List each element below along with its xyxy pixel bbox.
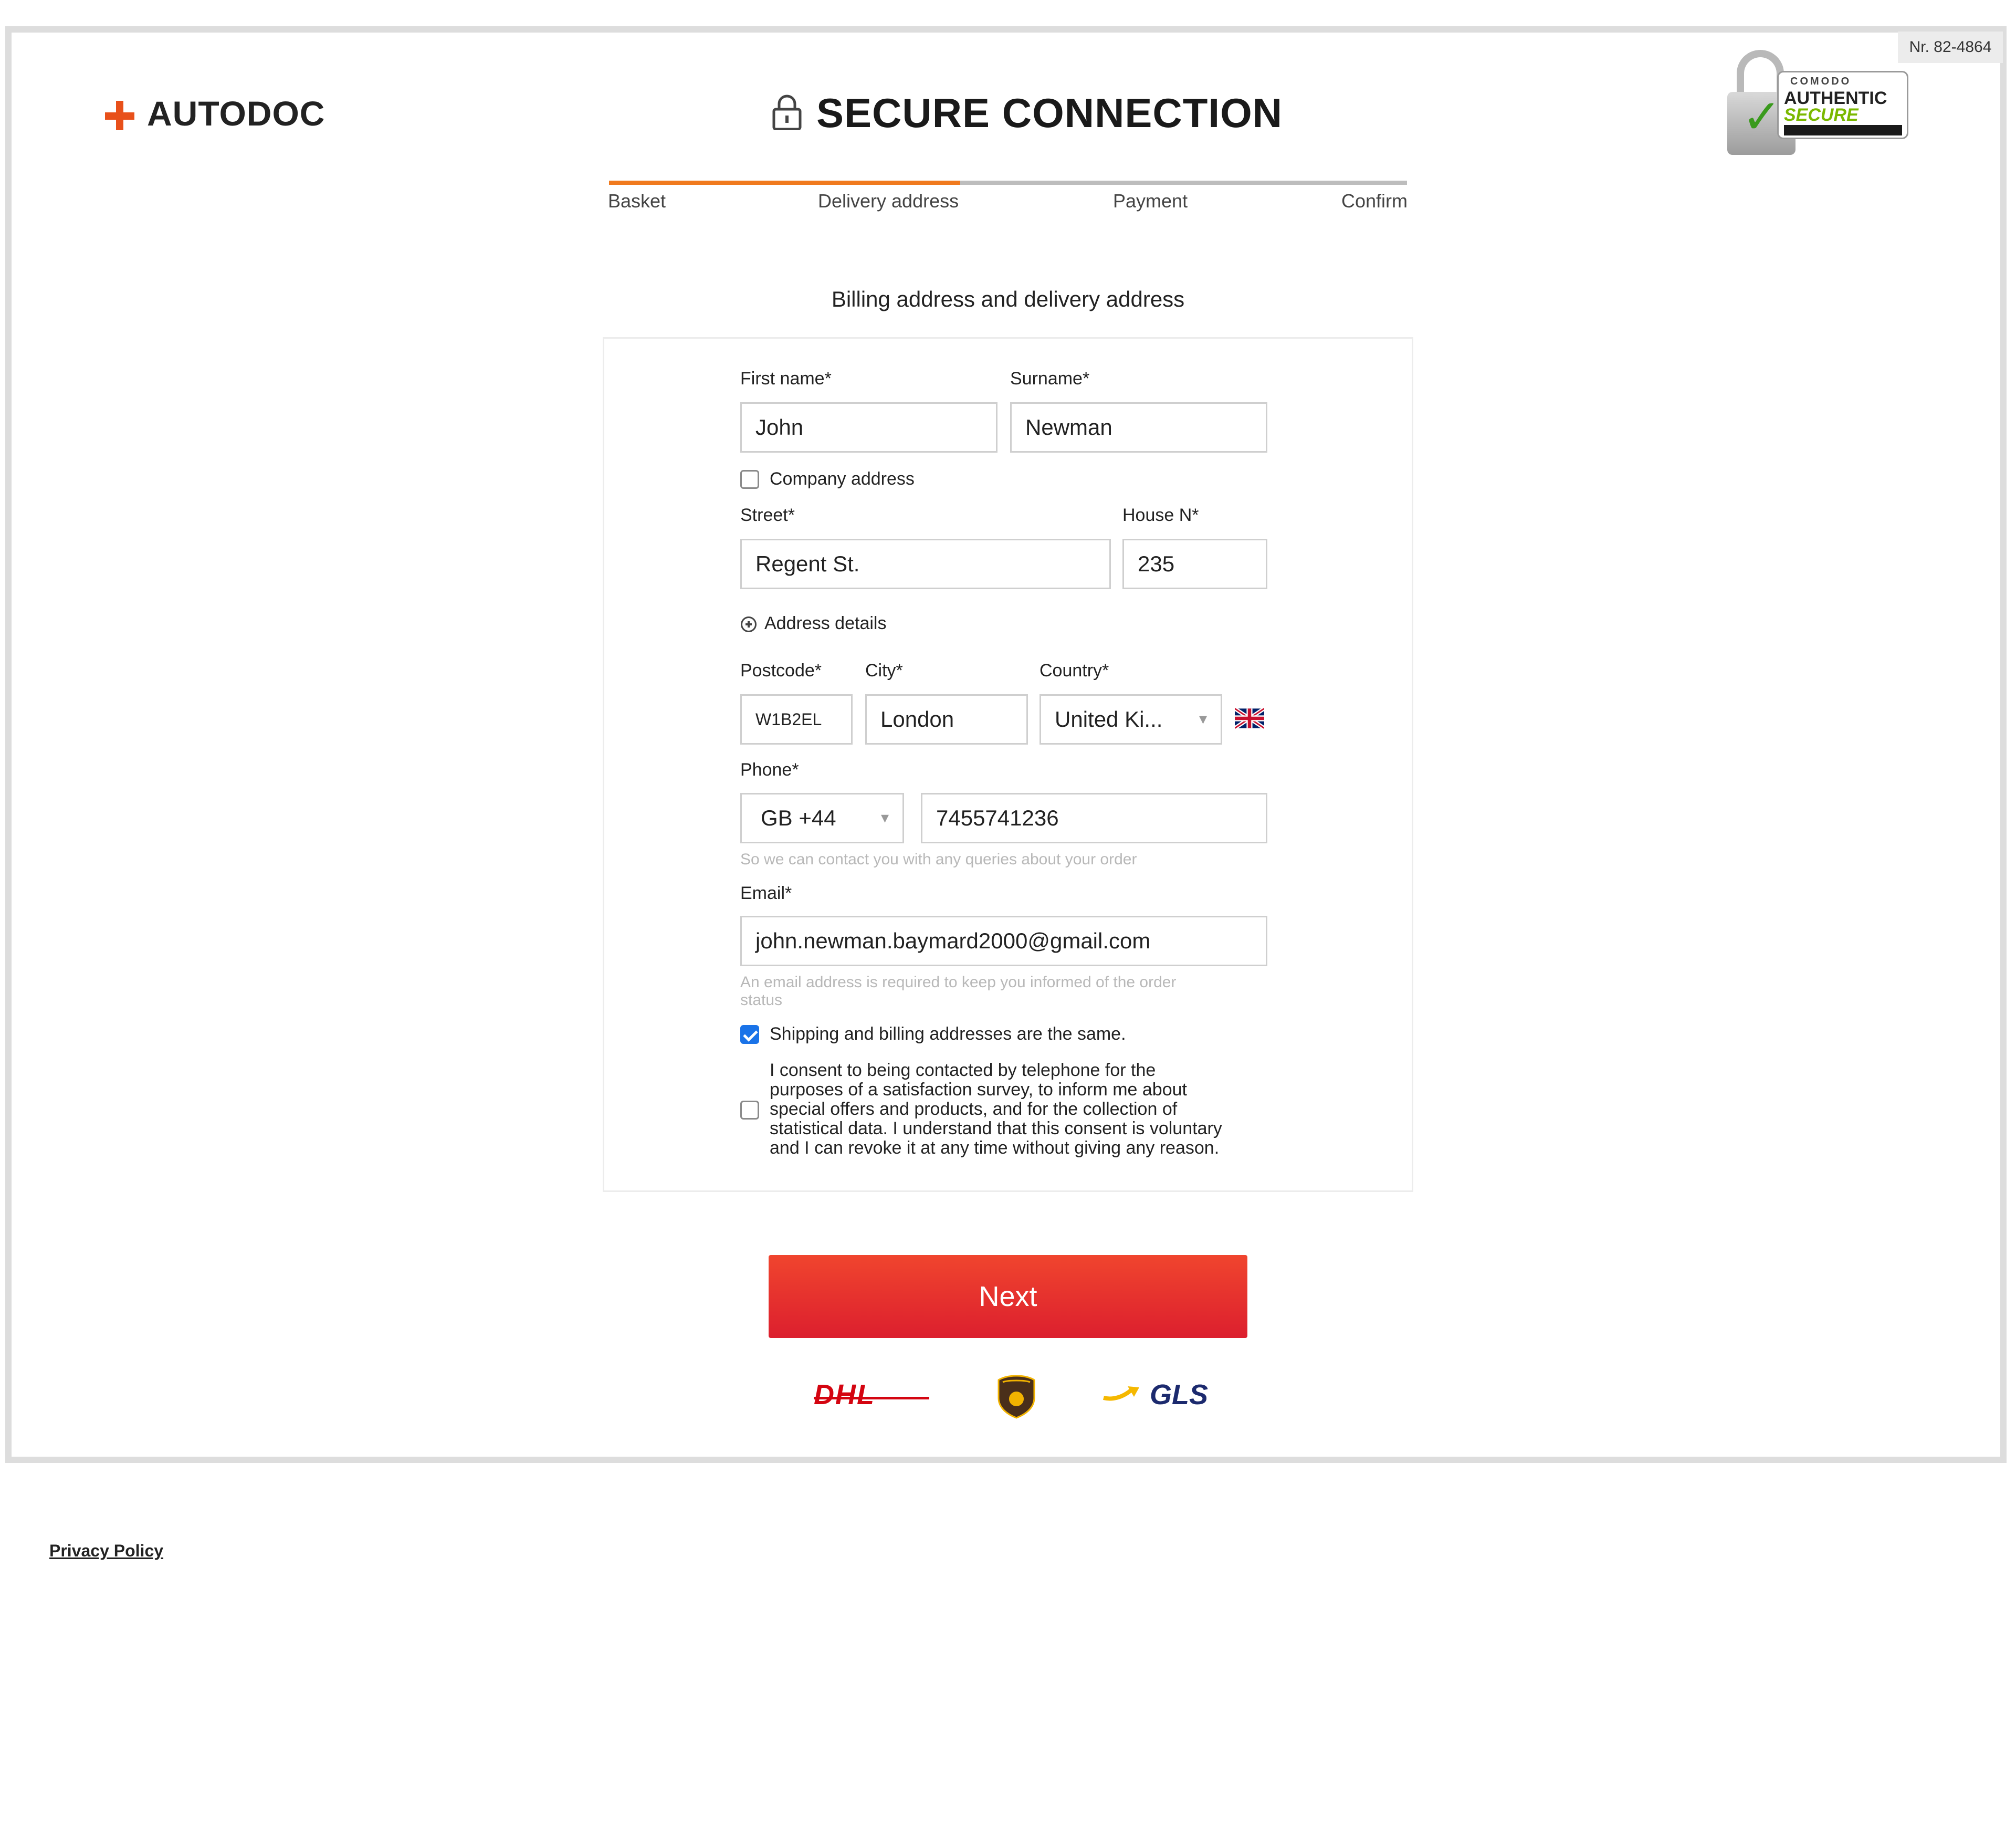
privacy-policy-link[interactable]: Privacy Policy xyxy=(49,1541,164,1560)
postcode-label: Postcode* xyxy=(740,661,822,681)
gls-logo: GLS xyxy=(1150,1379,1209,1410)
email-hint-line1: An email address is required to keep you informed of the order xyxy=(740,974,1177,991)
same-address-label[interactable]: Shipping and billing addresses are the same. xyxy=(770,1024,1126,1044)
section-title: Billing address and delivery address xyxy=(831,287,1185,311)
house-number-input[interactable]: 235 xyxy=(1122,539,1267,589)
uk-flag-icon xyxy=(1235,708,1264,729)
checkmark-icon: ✓ xyxy=(1742,91,1782,143)
address-details-toggle[interactable]: Address details xyxy=(764,613,887,633)
city-label: City* xyxy=(865,661,903,681)
consent-line: and I can revoke it at any time without giving any reason. xyxy=(770,1138,1220,1158)
seal-line2: AUTHENTIC xyxy=(1784,88,1887,108)
phone-label: Phone* xyxy=(740,760,799,780)
email-hint-line2: status xyxy=(740,991,783,1009)
first-name-label: First name* xyxy=(740,369,832,389)
step-confirm: Confirm xyxy=(1341,190,1408,212)
page-title: SECURE CONNECTION xyxy=(816,90,1283,136)
company-address-checkbox[interactable] xyxy=(740,470,759,489)
email-input[interactable]: john.newman.baymard2000@gmail.com xyxy=(740,916,1267,966)
surname-label: Surname* xyxy=(1010,369,1090,389)
phone-country-code-select[interactable] xyxy=(740,793,904,843)
street-input[interactable]: Regent St. xyxy=(740,539,1111,589)
email-label: Email* xyxy=(740,883,792,903)
consent-line: special offers and products, and for the collection of xyxy=(770,1099,1178,1119)
plus-circle-icon[interactable] xyxy=(741,616,757,632)
phone-code-value: GB +44 xyxy=(761,806,836,830)
house-number-label: House N* xyxy=(1122,505,1199,525)
consent-checkbox[interactable] xyxy=(740,1101,759,1120)
phone-input[interactable]: 7455741236 xyxy=(921,793,1267,843)
consent-line: I consent to being contacted by telephone for the xyxy=(770,1060,1156,1080)
company-address-label[interactable]: Company address xyxy=(770,469,915,489)
lock-icon xyxy=(772,93,802,130)
comodo-seal[interactable] xyxy=(1727,50,1914,171)
same-address-checkbox[interactable] xyxy=(740,1025,759,1044)
step-delivery-address: Delivery address xyxy=(818,190,959,212)
dhl-logo: DHL xyxy=(814,1379,875,1410)
step-payment: Payment xyxy=(1113,190,1188,212)
country-value: United Ki... xyxy=(1055,707,1163,731)
step-basket[interactable]: Basket xyxy=(608,190,666,212)
consent-text[interactable] xyxy=(770,1061,1222,1158)
gls-arrow-icon xyxy=(1101,1384,1143,1402)
ups-logo-icon xyxy=(998,1375,1035,1419)
surname-input[interactable]: Newman xyxy=(1010,402,1267,453)
consent-line: purposes of a satisfaction survey, to inform me about xyxy=(770,1080,1187,1100)
city-input[interactable]: London xyxy=(865,694,1028,745)
seal-line1: COMODO xyxy=(1790,76,1852,87)
first-name-input[interactable]: John xyxy=(740,402,998,453)
seal-line3: SECURE xyxy=(1784,105,1858,125)
brand-logo[interactable]: AUTODOC xyxy=(147,94,326,133)
chevron-down-icon: ▾ xyxy=(880,809,889,827)
next-button[interactable]: Next xyxy=(769,1255,1247,1338)
phone-hint: So we can contact you with any queries about your order xyxy=(740,851,1137,868)
consent-line: statistical data. I understand that this consent is voluntary xyxy=(770,1118,1222,1138)
country-label: Country* xyxy=(1040,661,1109,681)
autodoc-logo-icon xyxy=(105,101,134,130)
chevron-down-icon: ▾ xyxy=(1199,710,1207,728)
progress-fill xyxy=(609,181,960,185)
postcode-input[interactable]: W1B2EL xyxy=(740,694,853,745)
checkout-progress-bar xyxy=(609,181,1407,185)
country-select[interactable] xyxy=(1040,694,1222,745)
certificate-number: Nr. 82-4864 xyxy=(1898,32,2003,63)
street-label: Street* xyxy=(740,505,795,525)
